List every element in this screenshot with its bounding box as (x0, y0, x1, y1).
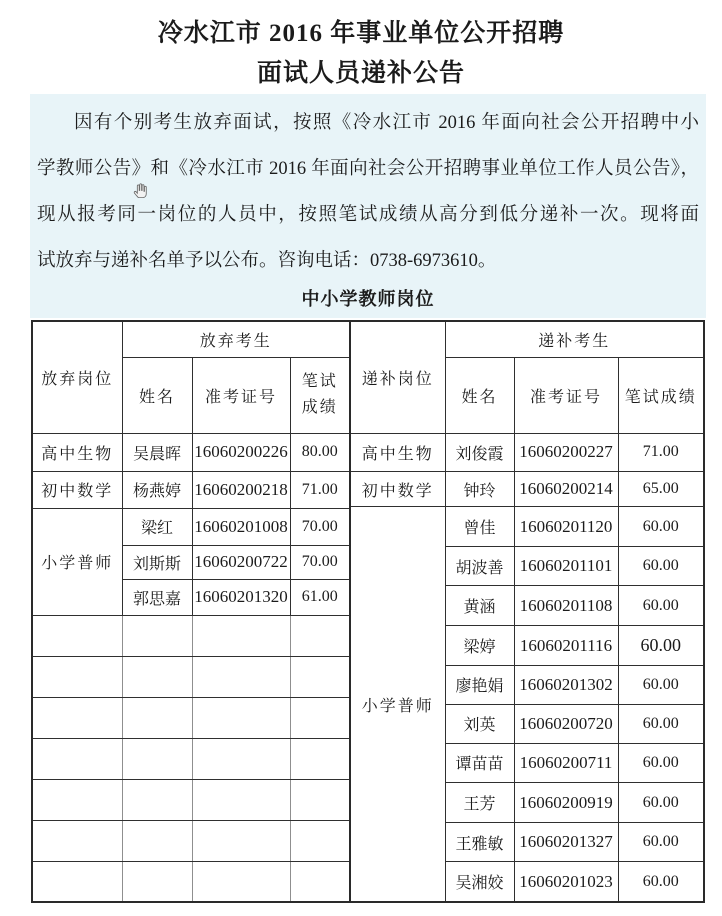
score-cell: 61.00 (290, 579, 350, 615)
header-supplement-group: 递补考生 (445, 321, 704, 357)
name-cell: 黄涵 (445, 586, 514, 626)
empty-cell (32, 656, 122, 697)
post-cell: 小学普师 (350, 507, 445, 902)
ticket-cell: 16060200711 (514, 743, 618, 782)
table-row-empty (32, 779, 350, 820)
empty-cell (122, 656, 192, 697)
recruitment-table (31, 320, 722, 903)
supplement-table (349, 320, 705, 903)
score-cell: 60.00 (618, 586, 704, 626)
post-cell: 初中数学 (350, 471, 445, 506)
hand-cursor-icon (131, 181, 150, 200)
empty-cell (122, 779, 192, 820)
name-cell: 刘斯斯 (122, 545, 192, 579)
ticket-cell: 16060200218 (192, 471, 290, 508)
header-supplement-score: 笔试成绩 (618, 357, 704, 433)
page-title-line1: 冷水江市 2016 年事业单位公开招聘 (157, 20, 565, 47)
name-cell: 梁婷 (445, 626, 514, 665)
name-cell: 钟玲 (445, 471, 514, 506)
table-row-empty (32, 738, 350, 779)
ticket-cell: 16060201101 (514, 547, 618, 586)
table-row (350, 507, 704, 547)
score-cell: 60.00 (618, 782, 704, 822)
empty-cell (192, 779, 290, 820)
empty-cell (122, 697, 192, 738)
empty-cell (192, 697, 290, 738)
table-row-empty (32, 615, 350, 656)
table-row (350, 433, 704, 471)
ticket-cell: 16060201320 (192, 579, 290, 615)
score-cell: 71.00 (618, 433, 704, 471)
empty-cell (290, 779, 350, 820)
paragraph-line-1: 因有个别考生放弃面试，按照《冷水江市 2016 年面向社会公开招聘中小 (74, 113, 699, 133)
header-abandon-name: 姓名 (122, 357, 192, 433)
post-cell: 初中数学 (32, 471, 122, 508)
header-abandon-score: 笔试成绩 (290, 357, 350, 433)
post-cell: 小学普师 (32, 508, 122, 615)
score-cell: 80.00 (290, 433, 350, 471)
table-row-empty (32, 861, 350, 902)
paragraph-line-2: 学教师公告》和《冷水江市 2016 年面向社会公开招聘事业单位工作人员公告》， (37, 159, 699, 179)
table-row-empty (32, 697, 350, 738)
ticket-cell: 16060201120 (514, 507, 618, 547)
name-cell: 刘英 (445, 704, 514, 743)
header-abandon-group: 放弃考生 (122, 321, 350, 357)
header-abandon-post: 放弃岗位 (32, 321, 122, 433)
ticket-cell: 16060200227 (514, 433, 618, 471)
empty-cell (290, 861, 350, 902)
empty-cell (32, 738, 122, 779)
header-supplement-post: 递补岗位 (350, 321, 445, 433)
score-cell: 60.00 (618, 547, 704, 586)
ticket-cell: 16060201023 (514, 862, 618, 902)
paragraph-line-4: 试放弃与递补名单予以公布。咨询电话：0738-6973610。 (37, 251, 497, 271)
score-cell: 60.00 (618, 862, 704, 902)
ticket-cell: 16060200722 (192, 545, 290, 579)
score-cell: 60.00 (618, 507, 704, 547)
empty-cell (32, 697, 122, 738)
score-cell: 60.00 (618, 626, 704, 665)
ticket-cell: 16060201008 (192, 508, 290, 545)
notice-block (30, 94, 706, 318)
empty-cell (290, 697, 350, 738)
table-row-empty (32, 656, 350, 697)
abandon-table (31, 320, 351, 903)
empty-cell (192, 820, 290, 861)
score-cell: 65.00 (618, 471, 704, 506)
empty-cell (32, 861, 122, 902)
score-cell: 60.00 (618, 704, 704, 743)
empty-cell (290, 656, 350, 697)
post-cell: 高中生物 (32, 433, 122, 471)
table-row-empty (32, 820, 350, 861)
score-cell: 60.00 (618, 743, 704, 782)
table-row (350, 471, 704, 506)
score-cell: 60.00 (618, 665, 704, 704)
page-title-line2: 面试人员递补公告 (256, 60, 465, 87)
empty-cell (122, 861, 192, 902)
ticket-cell: 16060200226 (192, 433, 290, 471)
ticket-cell: 16060200720 (514, 704, 618, 743)
empty-cell (192, 738, 290, 779)
empty-cell (290, 615, 350, 656)
ticket-cell: 16060201116 (514, 626, 618, 665)
table-row (32, 433, 350, 471)
table-row (32, 471, 350, 508)
name-cell: 胡波善 (445, 547, 514, 586)
empty-cell (192, 861, 290, 902)
name-cell: 谭苗苗 (445, 743, 514, 782)
ticket-cell: 16060201327 (514, 823, 618, 862)
empty-cell (192, 656, 290, 697)
header-supplement-name: 姓名 (445, 357, 514, 433)
empty-cell (32, 615, 122, 656)
name-cell: 吴晨晖 (122, 433, 192, 471)
name-cell: 梁红 (122, 508, 192, 545)
paragraph-line-3: 现从报考同一岗位的人员中，按照笔试成绩从高分到低分递补一次。现将面 (37, 205, 699, 225)
empty-cell (122, 738, 192, 779)
name-cell: 曾佳 (445, 507, 514, 547)
header-supplement-ticket: 准考证号 (514, 357, 618, 433)
ticket-cell: 16060200919 (514, 782, 618, 822)
name-cell: 廖艳娟 (445, 665, 514, 704)
score-cell: 60.00 (618, 823, 704, 862)
name-cell: 王雅敏 (445, 823, 514, 862)
document-header (0, 0, 722, 94)
ticket-cell: 16060201108 (514, 586, 618, 626)
score-cell: 71.00 (290, 471, 350, 508)
name-cell: 吴湘姣 (445, 862, 514, 902)
ticket-cell: 16060201302 (514, 665, 618, 704)
empty-cell (290, 820, 350, 861)
name-cell: 杨燕婷 (122, 471, 192, 508)
empty-cell (32, 779, 122, 820)
empty-cell (32, 820, 122, 861)
post-cell: 高中生物 (350, 433, 445, 471)
empty-cell (122, 820, 192, 861)
empty-cell (192, 615, 290, 656)
empty-cell (122, 615, 192, 656)
score-cell: 70.00 (290, 545, 350, 579)
ticket-cell: 16060200214 (514, 471, 618, 506)
header-abandon-ticket: 准考证号 (192, 357, 290, 433)
name-cell: 刘俊霞 (445, 433, 514, 471)
name-cell: 郭思嘉 (122, 579, 192, 615)
score-cell: 70.00 (290, 508, 350, 545)
empty-cell (290, 738, 350, 779)
section-title: 中小学教师岗位 (301, 289, 435, 309)
table-row (32, 508, 350, 545)
name-cell: 王芳 (445, 782, 514, 822)
